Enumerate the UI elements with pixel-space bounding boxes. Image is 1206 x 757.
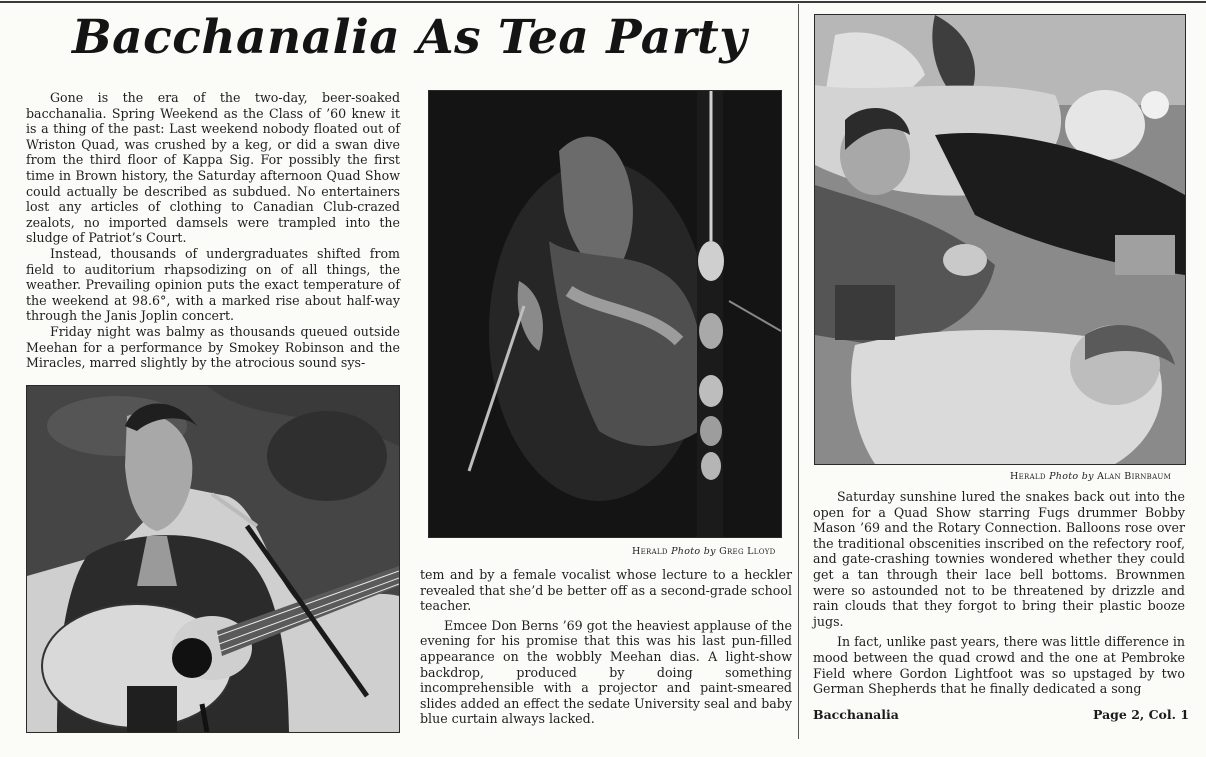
- col1-paragraph-3: Friday night was balmy as thousands queued outside Meehan for a performance by Smokey Robinson and the Miracles, marred slightly by the atrocious sound sys-: [26, 323, 400, 371]
- col1-paragraph-2: Instead, thousands of undergraduates shifted from field to auditorium rhapsodizing on of all things, the weather. Prevailing opinion puts the exact temperature of the weekend at 98.6°, with a marked rise about half-way through the Janis Joplin concert.: [26, 245, 400, 324]
- col3-paragraph-2: In fact, unlike past years, there was little difference in mood between the quad crowd and the one at Pembroke Field where Gordon Lightfoot was so upstaged by two German Shepherds that he finally dedicated a song: [813, 634, 1185, 697]
- photo-credit-right: [1010, 471, 1171, 482]
- column-3-text: [813, 489, 1185, 697]
- jump-label[interactable]: Bacchanalia: [813, 707, 899, 722]
- jump-target[interactable]: Page 2, Col. 1: [1093, 707, 1190, 722]
- column-2-text: [420, 567, 792, 727]
- col1-paragraph-1: Gone is the era of the two-day, beer-soaked bacchanalia. Spring Weekend as the Class of ’60 knew it is a thing of the past: Last weekend nobody floated out of Wriston Quad, was crushed by a keg, or did a swan dive from the third floor of Kappa Sig. For possibly the first time in Brown history, the Saturday afternoon Quad Show could actually be described as subdued. No entertainers lost any articles of clothing to Canadian Club-crazed zealots, no imported damsels were trampled into the sludge of Patriot’s Court.: [26, 90, 400, 246]
- col2-paragraph-2: Emcee Don Berns ’69 got the heaviest applause of the evening for his promise that this was his last pun-filled appearance on the wobbly Meehan dias. A light-show backdrop, produced by doing something incomprehensible with a projector and paint-smeared slides added an effect the sedate University seal and baby blue curtain always lacked.: [420, 617, 792, 727]
- credit-prefix: Herald: [632, 546, 668, 557]
- credit-name: Greg Lloyd: [719, 546, 776, 557]
- photo-guitarist: [26, 385, 400, 733]
- column-rule-right: [798, 4, 799, 739]
- photo-crowd: [814, 14, 1186, 465]
- top-rule: [0, 1, 1206, 3]
- col2-paragraph-1: tem and by a female vocalist whose lecture to a heckler revealed that she’d be better off as a second-grade school teacher.: [420, 567, 792, 614]
- photo-singer: [428, 90, 782, 538]
- credit-name: Alan Birnbaum: [1097, 471, 1172, 482]
- col3-paragraph-1: Saturday sunshine lured the snakes back out into the open for a Quad Show starring Fugs drummer Bobby Mason ’69 and the Rotary Connection. Balloons rose over the traditional obscenities inscribed on the refectory roof, and gate-crashing townies wondered whether they could get a tan through their lace bell bottoms. Brownmen were so astounded not to be threatened by drizzle and rain clouds that they forgot to bring their plastic booze jugs.: [813, 489, 1185, 629]
- column-1-text: [26, 90, 400, 371]
- credit-prefix: Herald: [1010, 471, 1046, 482]
- credit-photo-by: Photo by: [671, 546, 716, 557]
- photo-credit-center: [632, 546, 776, 557]
- credit-photo-by: Photo by: [1049, 471, 1094, 482]
- headline: Bacchanalia As Tea Party: [71, 10, 748, 65]
